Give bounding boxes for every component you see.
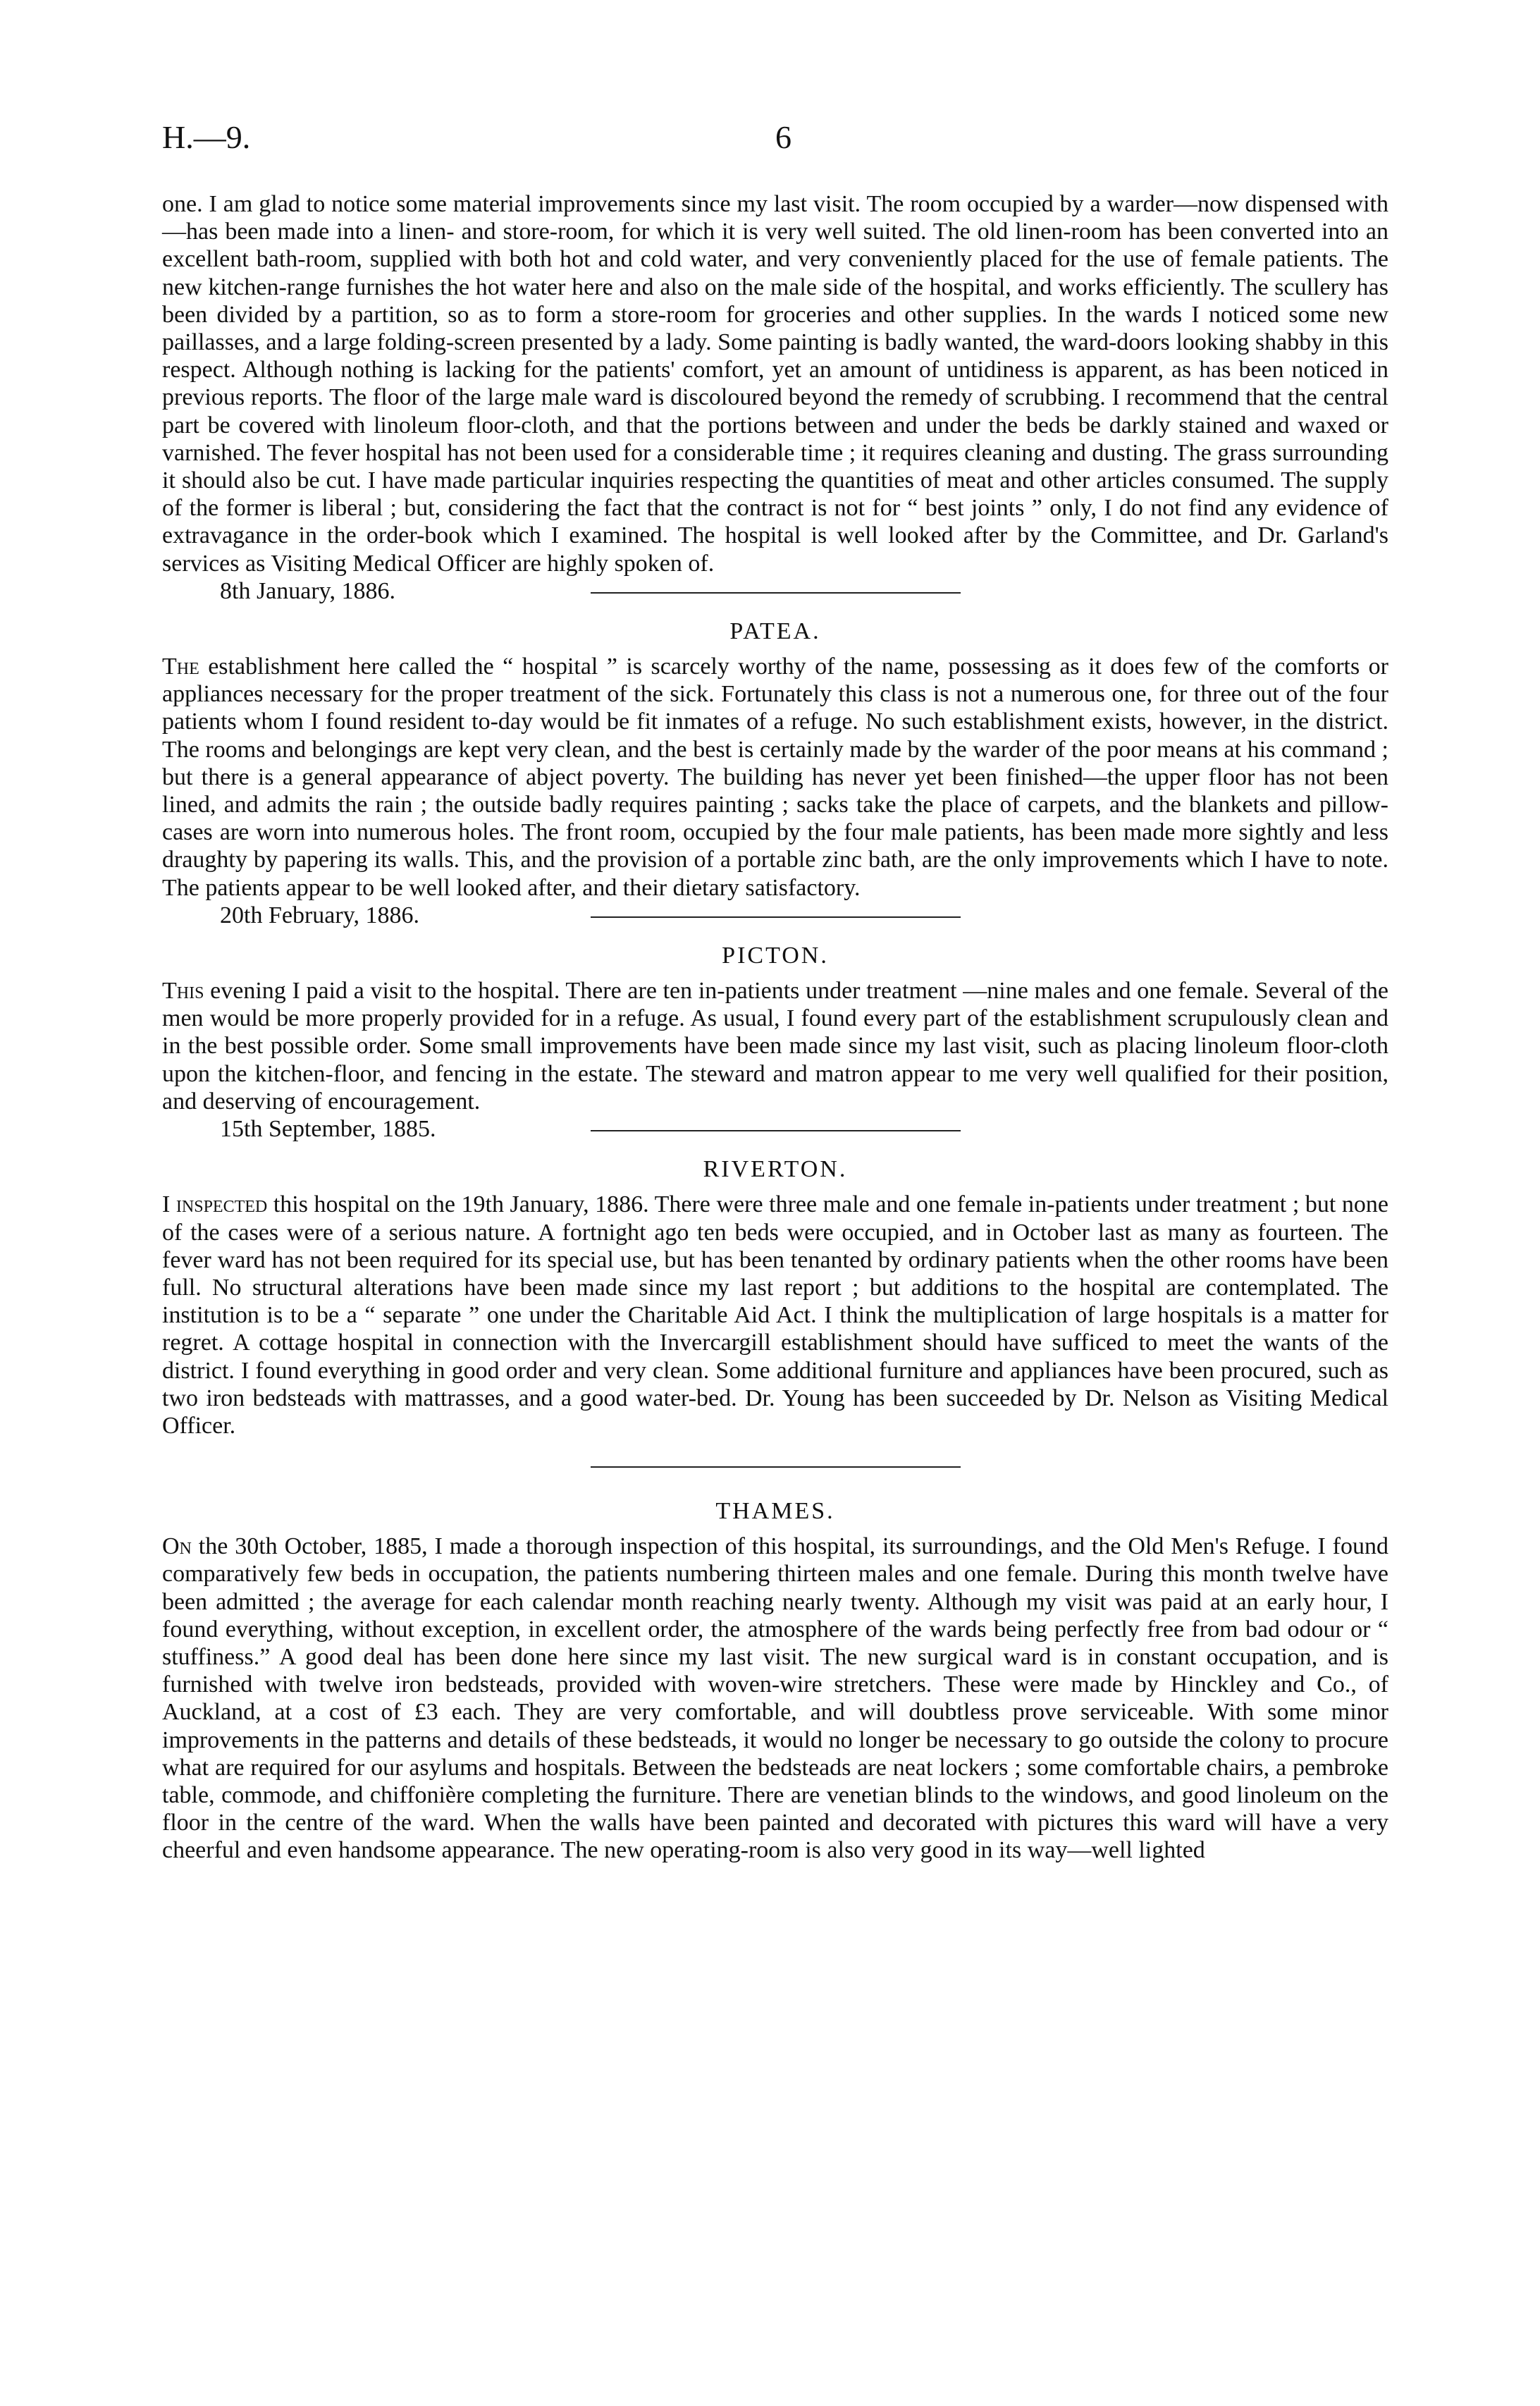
paragraph-text: evening I paid a visit to the hospital. There are ten in-patients under treatment —nine males and one female. Several of the men would be more properly provided for in a refuge. As usual, I found every part of the establishment scrupulously clean and in the best possible order. Some small improvements have been made since my last visit, such as placing linoleum floor-cloth upon the kitchen-floor, and fencing in the estate. The steward and matron appear to me very well qualified for their position, and deserving of encouragement. bbox=[162, 978, 1388, 1115]
section-thames bbox=[162, 1497, 1388, 1864]
section-title-thames: THAMES. bbox=[715, 1498, 835, 1525]
lead-word: The bbox=[162, 653, 199, 680]
section-divider bbox=[591, 1130, 961, 1131]
page-header bbox=[162, 118, 1388, 168]
page-body bbox=[162, 190, 1388, 1865]
section-patea bbox=[162, 618, 1388, 928]
section-picton bbox=[162, 942, 1388, 1143]
section-riverton bbox=[162, 1155, 1388, 1468]
section-title-riverton: RIVERTON. bbox=[703, 1156, 848, 1183]
section-title-patea: PATEA. bbox=[729, 618, 821, 645]
paragraph-text: this hospital on the 19th January, 1886. There were three male and one female in-patients under treatment ; but none of the cases were of a serious nature. A fortnight ago ten beds were occupied, and in October last as many as fourteen. The fever ward has not been required for its special use, but has been tenanted by ordinary patients when the other rooms have been full. No structural alterations have been made since my last report ; but additions to the hospital are contemplated. The institution is to be a “ separate ” one under the Charitable Aid Act. I think the multiplication of large hospitals is a matter for regret. A cottage hospital in connection with the Invercargill establishment should have sufficed to meet the wants of the district. I found everything in good order and very clean. Some additional furniture and appliances have been procured, such as two iron bedsteads with mattrasses, and a good water-bed. Dr. Young has been succeeded by Dr. Nelson as Visiting Medical Officer. bbox=[162, 1191, 1388, 1439]
lead-word: On bbox=[162, 1533, 192, 1560]
section-patea-date: 20th February, 1886. bbox=[220, 902, 419, 928]
paragraph-text: the 30th October, 1885, I made a thorough inspection of this hospital, its surroundings, and the Old Men's Refuge. I found comparatively few beds in occupation, the patients numbering thirteen males and one female. During this month twelve have been admitted ; the average for each calendar month reaching nearly twenty. Although my visit was paid at an early hour, I found everything, without exception, in excellent order, the atmosphere of the wards being perfectly free from bad odour or “ stuffiness.” A good deal has been done here since my last visit. The new surgical ward is in constant occupation, and is furnished with twelve iron bedsteads, provided with woven-wire stretchers. These were made by Hinckley and Co., of Auckland, at a cost of £3 each. They are very comfortable, and will doubtless prove serviceable. With some minor improvements in the patterns and details of these bedsteads, it would no longer be necessary to go outside the colony to procure what are required for our asylums and hospitals. Between the bedsteads are neat lockers ; some comfortable chairs, a pembroke table, commode, and chiffonière completing the furniture. There are venetian blinds to the windows, and good linoleum on the floor in the centre of the ward. When the walls have been painted and decorated with pictures this ward will have a very cheerful and even handsome appearance. The new operating-room is also very good in its way—well lighted bbox=[162, 1533, 1388, 1864]
section-patea-paragraph bbox=[162, 653, 1388, 902]
section-divider bbox=[591, 592, 961, 594]
section-thames-paragraph bbox=[162, 1533, 1388, 1864]
document-reference: H.—9. bbox=[162, 119, 251, 155]
paragraph-text: establishment here called the “ hospital ” is scarcely worthy of the name, possessing as it does few of the comforts or appliances necessary for the proper treatment of the sick. Fortunately this class is not a numerous one, for three out of the four patients whom I found resident to-day would be fit inmates of a refuge. No such establishment exists, however, in the district. The rooms and belongings are kept very clean, and the best is certainly made by the warder of the poor means at his command ; but there is a general appearance of abject poverty. The building has never yet been finished—the upper floor has not been lined, and admits the rain ; the outside badly requires painting ; sacks take the place of carpets, and the blankets and pillow-cases are worn into numerous holes. The front room, occupied by the four male patients, has been made more sightly and less draughty by papering its walls. This, and the provision of a portable zinc bath, are the only improvements which I have to note. The patients appear to be well looked after, and their dietary satisfactory. bbox=[162, 653, 1388, 901]
section-picton-paragraph bbox=[162, 977, 1388, 1115]
section-divider bbox=[591, 1466, 961, 1468]
intro-paragraph: one. I am glad to notice some material improvements since my last visit. The room occupied by a warder—now dispensed with—has been made into a linen- and store-room, for which it is very well suited. The old linen-room has been converted into an excellent bath-room, supplied with both hot and cold water, and very conveniently placed for the use of female patients. The new kitchen-range furnishes the hot water here and also on the male side of the hospital, and works efficiently. The scullery has been divided by a partition, so as to form a store-room for groceries and other supplies. In the wards I noticed some new paillasses, and a large folding-screen presented by a lady. Some painting is badly wanted, the ward-doors looking shabby in this respect. Although nothing is lacking for the patients' comfort, yet an amount of untidiness is apparent, as has been noticed in previous reports. The floor of the large male ward is discoloured beyond the remedy of scrubbing. I recommend that the central part be covered with linoleum floor-cloth, and that the portions between and under the beds be darkly stained and waxed or varnished. The fever hospital has not been used for a considerable time ; it requires cleaning and dusting. The grass surrounding it should also be cut. I have made particular inquiries respecting the quantities of meat and other articles consumed. The supply of the former is liberal ; but, considering the fact that the contract is not for “ best joints ” only, I do not find any evidence of extravagance in the order-book which I examined. The hospital is well looked after by the Committee, and Dr. Garland's services as Visiting Medical Officer are highly spoken of. bbox=[162, 191, 1388, 577]
section-divider bbox=[591, 916, 961, 918]
lead-word: This bbox=[162, 978, 204, 1005]
section-title-picton: PICTON. bbox=[722, 943, 829, 969]
lead-word: I inspected bbox=[162, 1191, 268, 1218]
section-riverton-paragraph bbox=[162, 1191, 1388, 1440]
page-number: 6 bbox=[775, 119, 791, 155]
section-picton-date: 15th September, 1885. bbox=[220, 1116, 436, 1143]
intro-date: 8th January, 1886. bbox=[220, 577, 395, 604]
